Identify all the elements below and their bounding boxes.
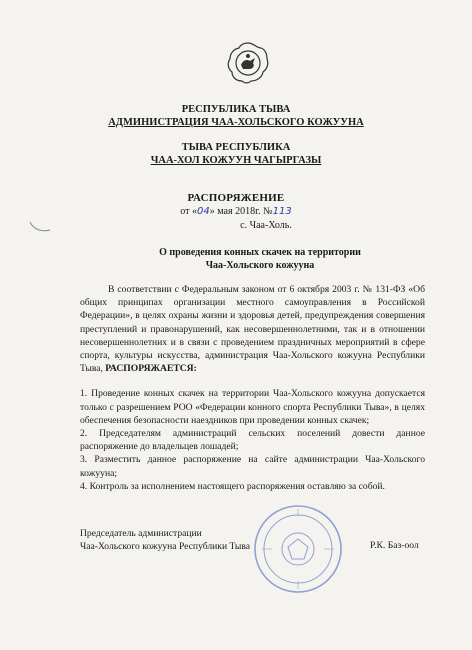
item-1: 1. Проведение конных скачек на территории Чаа-Хольского кожууна допускается только с разрешением РОО «Федерации конного спорта Республики Тыва», в целях обеспечения безопасности наездников при проведении конных скачек; <box>80 388 425 426</box>
emblem-icon <box>225 40 271 86</box>
date-prefix: от « <box>180 206 198 217</box>
intro-paragraph <box>80 283 425 375</box>
header-republic: РЕСПУБЛИКА ТЫВА <box>181 104 291 115</box>
signatory-position-1: Председатель администрации <box>80 528 202 539</box>
signature-block <box>80 527 280 553</box>
date-day: 04 <box>197 206 210 217</box>
document-title: РАСПОРЯЖЕНИЕ <box>187 192 285 204</box>
date-line <box>0 206 472 217</box>
header-republic-tuvan: ТЫВА РЕСПУБЛИКА <box>181 142 291 153</box>
header-administration: АДМИНИСТРАЦИЯ ЧАА-ХОЛЬСКОГО КОЖУУНА <box>108 117 364 128</box>
margin-mark <box>28 220 52 234</box>
item-3: 3. Разместить данное распоряжение на сайте администрации Чаа-Хольского кожууна; <box>80 454 425 479</box>
document-body <box>80 283 425 493</box>
subject-line-1: О проведения конных скачек на территории <box>159 247 361 258</box>
intro-text: В соответствии с Федеральным законом от 6 октября 2003 г. № 131-ФЗ «Об общих принципах организации местного самоуправления в Российской Федерации», в целях охраны жизни и здоровья детей, предупреждения совершения преступлений и правонарушений, как несовершеннолетними, так и в отношении несовершеннолетних и в связи с проведением праздничных мероприятий в сфере спорта, культуры искусства, администрация Чаа-Хольского кожууна Республики Тыва, <box>80 284 425 375</box>
intro-resolution: РАСПОРЯЖАЕТСЯ: <box>105 363 197 375</box>
place: с. Чаа-Холь. <box>240 220 292 231</box>
date-mid: » мая 2018г. № <box>209 206 273 217</box>
signatory-position-2: Чаа-Хольского кожууна Республики Тыва <box>80 541 250 552</box>
signatory-name: Р.К. Баз-оол <box>370 540 419 551</box>
header-administration-tuvan: ЧАА-ХОЛ КОЖУУН ЧАГЫРГАЗЫ <box>150 155 322 166</box>
subject-line-2: Чаа-Хольского кожууна <box>205 260 315 271</box>
document-number: 113 <box>272 206 292 217</box>
item-4: 4. Контроль за исполнением настоящего распоряжения оставляю за собой. <box>80 480 385 492</box>
item-2: 2. Председателям администраций сельских поселений довести данное распоряжение до владельцев лошадей; <box>80 428 425 453</box>
